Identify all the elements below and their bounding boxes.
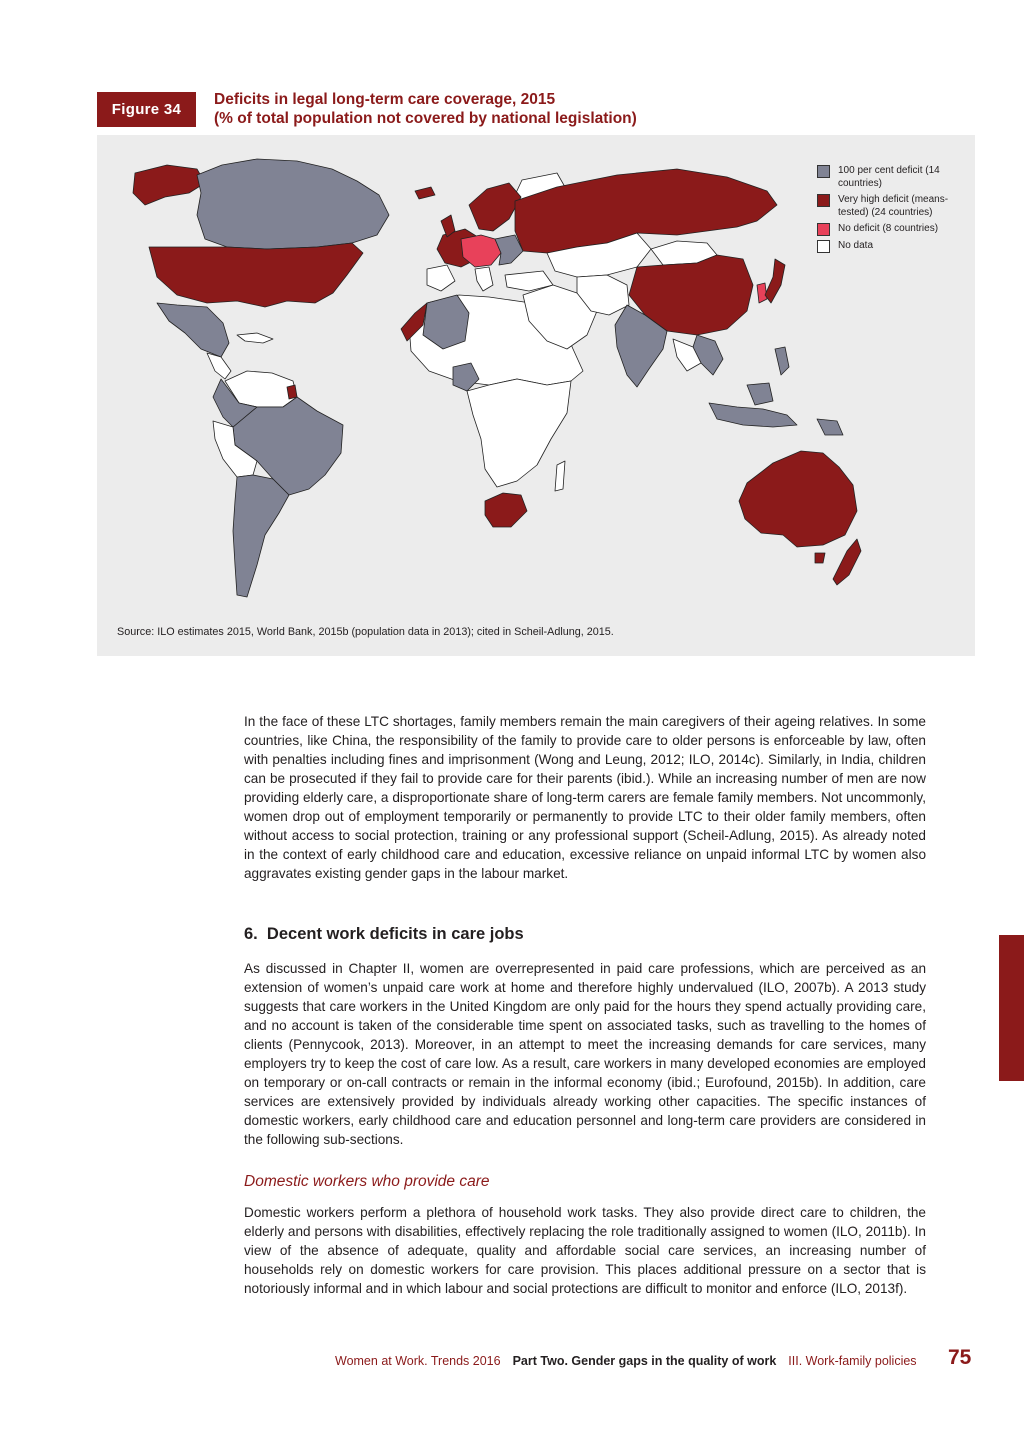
region-canada: [197, 159, 389, 249]
legend-label: No deficit (8 countries): [838, 223, 939, 234]
footer-part: Part Two. Gender gaps in the quality of work: [512, 1354, 777, 1368]
legend-label: Very high deficit (means-tested) (24 countries): [838, 194, 949, 218]
body-paragraph-3: Domestic workers perform a plethora of household work tasks. They also provide direct care to children, the elderly and persons with disabilities, effectively replacing the role traditionally assigned to women (ILO, 2011b). In view of the absence of adequate, quality and affordable social care services, an increasing number of households rely on domestic workers for care provision. This places additional pressure on a sector that is notoriously informal and in which labour and social protections are difficult to monitor and enforce (ILO, 2013f).: [244, 1205, 926, 1296]
legend-label: 100 per cent deficit (14 countries): [838, 165, 940, 189]
region-argentina: [233, 475, 289, 597]
region-japan: [765, 259, 785, 303]
region-new-zealand: [833, 539, 861, 585]
region-madagascar: [555, 461, 565, 491]
subsection-heading: Domestic workers who provide care: [244, 1173, 490, 1190]
legend-label: No data: [838, 240, 874, 251]
legend-item-100-deficit: [817, 165, 953, 190]
body-paragraph-1: In the face of these LTC shortages, family members remain the main caregivers of their ageing relatives. In some countries, like China, the responsibility of the family to provide care to older persons is enforceable by law, often with penalties including fines and imprisonment (Wong and Leung, 2012; ILO, 2014c). Similarly, in India, children can be prosecuted if they fail to provide care for their parents (ibid.). While an increasing number of men are now providing elderly care, a disproportionate share of long-term carers are female family members. Not uncommonly, women drop out of employment temporarily or permanently to provide LTC to their older family members, often without access to social protection, training or any professional support (Scheil-Adlung, 2015). As already noted in the context of early childhood care and education, excessive reliance on unpaid informal LTC by women also aggravates existing gender gaps in the labour market.: [244, 714, 926, 881]
page-number: 75: [948, 1346, 972, 1369]
page-footer: [335, 1354, 917, 1368]
region-tasmania: [815, 553, 825, 563]
chapter-side-tab: [999, 935, 1024, 1081]
figure-title-line1: Deficits in legal long-term care coverage, 2015: [214, 91, 556, 108]
region-caribbean: [237, 333, 273, 343]
region-italy: [475, 267, 493, 291]
region-mexico: [157, 303, 229, 357]
footer-publication: Women at Work. Trends 2016: [335, 1354, 501, 1368]
region-french-guiana: [287, 385, 297, 399]
figure-tag: Figure 34: [97, 92, 196, 127]
footer-chapter: III. Work-family policies: [788, 1354, 917, 1368]
legend-swatch: [817, 194, 830, 207]
section-heading: 6. Decent work deficits in care jobs: [244, 925, 524, 943]
region-central-america: [207, 353, 231, 379]
legend-swatch: [817, 223, 830, 236]
region-indonesia: [709, 403, 797, 427]
legend-item-no-data: [817, 240, 953, 253]
map-panel: [97, 135, 975, 656]
region-png: [817, 419, 843, 435]
body-paragraph-2: As discussed in Chapter II, women are overrepresented in paid care professions, which are perceived as an extension of women’s unpaid care work at home and therefore highly undervalued (ILO, 2007b). A 2013 study suggests that care workers in the United Kingdom are only paid for the hours they spend actually providing care, and no account is taken of the considerable time spent on associated tasks, such as travelling to the homes of clients (Pennycook, 2013). Moreover, in an attempt to meet the increasing demands for care services, many employers try to keep the cost of care low. As a result, care workers in many developed economies are employed on temporary or on-call contracts or remain in the informal economy (ibid.; Eurofound, 2015b). In addition, care services are extensively provided by individuals already working other capacities. The specific instances of domestic workers, early childhood care and education personnel and long-term care providers are considered in the following sub-sections.: [244, 961, 926, 1147]
region-iceland: [415, 187, 435, 199]
figure-title-line2: (% of total population not covered by national legislation): [214, 110, 637, 127]
region-australia: [739, 451, 857, 547]
region-central-africa: [467, 379, 571, 487]
region-south-africa: [485, 493, 527, 527]
region-scandinavia: [469, 183, 521, 231]
region-borneo: [747, 383, 773, 405]
region-southeast-asia: [693, 335, 723, 375]
legend-swatch: [817, 165, 830, 178]
region-iberia: [427, 265, 455, 291]
region-usa: [149, 243, 363, 307]
region-philippines: [775, 347, 789, 375]
legend-item-no-deficit: [817, 223, 953, 236]
legend-swatch: [817, 240, 830, 253]
map-legend: [817, 165, 953, 257]
figure-source: Source: ILO estimates 2015, World Bank, 2015b (population data in 2013); cited in Scheil-Adlung, 2015.: [117, 626, 614, 638]
figure-title: [214, 90, 637, 128]
legend-item-very-high-deficit: [817, 194, 953, 219]
region-alaska: [133, 165, 205, 205]
